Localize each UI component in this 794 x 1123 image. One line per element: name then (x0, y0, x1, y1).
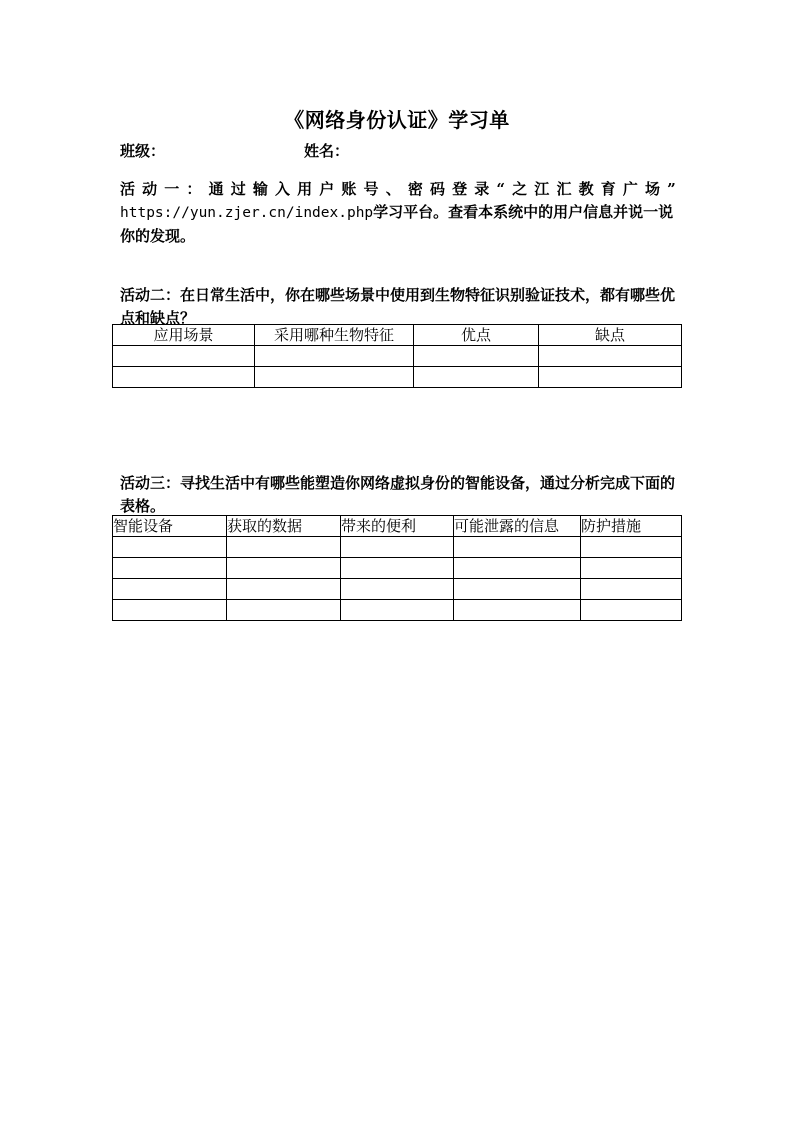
table-cell[interactable] (113, 367, 255, 388)
activity-one-char: 一 (164, 180, 180, 198)
table-header-cell: 可能泄露的信息 (454, 516, 581, 537)
table-cell[interactable] (539, 346, 682, 367)
activity-one-line3: 你的发现。 (120, 227, 196, 245)
activity-one-char: 户 (319, 180, 335, 198)
table-cell[interactable] (113, 558, 227, 579)
activity-one-char: 育 (600, 180, 616, 198)
table-cell[interactable] (454, 579, 581, 600)
table-cell[interactable] (227, 600, 341, 621)
table-cell[interactable] (539, 367, 682, 388)
table-cell[interactable] (227, 537, 341, 558)
table-cell[interactable] (454, 537, 581, 558)
biometric-table (112, 324, 682, 388)
platform-url: https://yun.zjer.cn/index.php (120, 205, 374, 221)
table-header-cell: 采用哪种生物特征 (255, 325, 414, 346)
table-header-cell: 获取的数据 (227, 516, 341, 537)
student-info-line (120, 140, 350, 161)
table-header-row (113, 325, 682, 346)
table-header-cell: 优点 (414, 325, 539, 346)
smart-device-table (112, 515, 682, 621)
activity-one-char: 密 (407, 180, 423, 198)
activity-one-char: 登 (452, 180, 468, 198)
activity-one-char: 、 (385, 180, 401, 198)
table-header-cell: 防护措施 (581, 516, 682, 537)
table-cell[interactable] (581, 579, 682, 600)
class-label: 班级： (120, 142, 166, 160)
table-row (113, 579, 682, 600)
activity-one-char: 活 (120, 180, 136, 198)
activity-one-char: 号 (363, 180, 379, 198)
table-row (113, 558, 682, 579)
table-cell[interactable] (414, 346, 539, 367)
table-cell[interactable] (581, 600, 682, 621)
table-header-cell: 应用场景 (113, 325, 255, 346)
activity-one-char: 入 (274, 180, 290, 198)
table-header-cell: 缺点 (539, 325, 682, 346)
table-cell[interactable] (113, 600, 227, 621)
activity-one-char: 输 (252, 180, 268, 198)
table-cell[interactable] (113, 346, 255, 367)
activity-one-char: 录 (474, 180, 490, 198)
table-cell[interactable] (341, 558, 454, 579)
table-cell[interactable] (255, 346, 414, 367)
activity-one-char: ” (667, 180, 676, 198)
table-cell[interactable] (227, 558, 341, 579)
activity-one-char: ： (186, 180, 202, 198)
activity-one-line1 (120, 178, 676, 201)
table-cell[interactable] (341, 579, 454, 600)
activity-three-text: 活动三：寻找生活中有哪些能塑造你网络虚拟身份的智能设备，通过分析完成下面的表格。 (120, 474, 676, 515)
activity-one-char: 用 (297, 180, 313, 198)
table-cell[interactable] (341, 600, 454, 621)
activity-one-char: 广 (622, 180, 638, 198)
table-cell[interactable] (454, 558, 581, 579)
activity-one-char: 账 (341, 180, 357, 198)
table-cell[interactable] (581, 537, 682, 558)
activity-one-char: 过 (230, 180, 246, 198)
activity-two-text: 活动二：在日常生活中，你在哪些场景中使用到生物特征识别验证技术，都有哪些优点和缺点？ (120, 286, 676, 327)
table-cell[interactable] (454, 600, 581, 621)
activity-one-char: “ (496, 180, 506, 198)
table-cell[interactable] (341, 537, 454, 558)
activity-one-char: 之 (512, 180, 528, 198)
table-cell[interactable] (113, 579, 227, 600)
table-row (113, 600, 682, 621)
table-header-cell: 带来的便利 (341, 516, 454, 537)
activity-one-char: 江 (534, 180, 550, 198)
activity-one-char: 通 (208, 180, 224, 198)
activity-one-char: 动 (142, 180, 158, 198)
table-cell[interactable] (255, 367, 414, 388)
table-header-row (113, 516, 682, 537)
table-cell[interactable] (414, 367, 539, 388)
table-row (113, 367, 682, 388)
activity-one-char: 码 (429, 180, 445, 198)
activity-one-char: 场 (645, 180, 661, 198)
table-row (113, 537, 682, 558)
table-header-cell: 智能设备 (113, 516, 227, 537)
table-cell[interactable] (581, 558, 682, 579)
activity-one-char: 教 (578, 180, 594, 198)
page-title: 《网络身份认证》学习单 (284, 108, 510, 132)
table-cell[interactable] (113, 537, 227, 558)
table-cell[interactable] (227, 579, 341, 600)
activity-one-char: 汇 (556, 180, 572, 198)
activity-one-line2 (120, 201, 676, 225)
activity-one-line2-text: 学习平台。查看本系统中的用户信息并说一说 (373, 203, 674, 221)
name-label: 姓名： (304, 142, 350, 160)
activity-one (120, 178, 676, 248)
table-row (113, 346, 682, 367)
